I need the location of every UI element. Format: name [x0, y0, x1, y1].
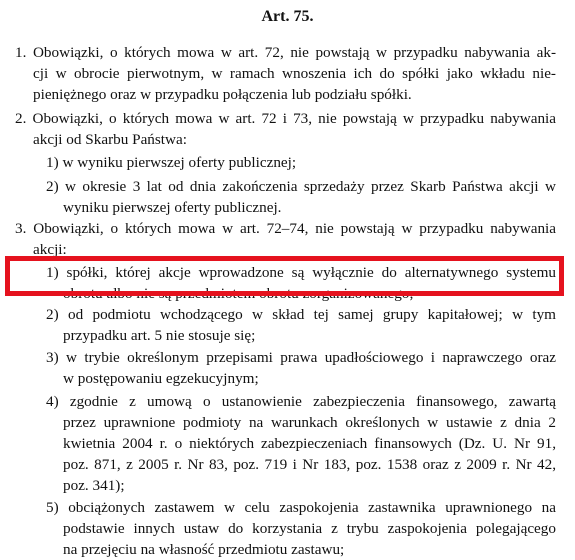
paragraph-1-line-3: pieniężnego oraz w przypadku połączenia lub podziału spółki.	[33, 86, 412, 103]
point-line: poz. 341);	[63, 477, 125, 494]
paragraph-1-line-2: cji w obrocie pierwotnym, w ramach wnoszenia ich do spółki jako wkładu nie-	[33, 65, 556, 82]
point-line: wyniku pierwszej oferty publicznej.	[63, 199, 282, 216]
paragraph-3-line-1: 3. Obowiązki, o których mowa w art. 72–74, nie powstają w przypadku nabywania	[15, 220, 556, 237]
point-line: podstawie innych ustaw do korzystania z trybu zaspokojenia polegającego	[63, 520, 556, 537]
point-line: 1) spółki, której akcje wprowadzone są wyłącznie do alternatywnego systemu	[46, 264, 556, 281]
paragraph-2-point-2	[46, 176, 556, 218]
highlight-box	[5, 256, 564, 296]
point-line: 1) w wyniku pierwszej oferty publicznej;	[46, 154, 297, 171]
point-line: w postępowaniu egzekucyjnym;	[63, 370, 259, 387]
paragraph-3-point-5	[46, 497, 556, 560]
article-title: Art. 75.	[261, 8, 314, 25]
point-line: poz. 871, z 2005 r. Nr 83, poz. 719 i Nr 183, poz. 1538 oraz z 2009 r. Nr 42,	[63, 456, 556, 473]
point-line: kwietnia 2004 r. o niektórych zabezpieczeniach finansowych (Dz. U. Nr 91,	[63, 435, 556, 452]
paragraph-3-point-2	[46, 304, 556, 346]
paragraph-3-point-4	[46, 391, 556, 496]
point-line: 4) zgodnie z umową o ustanowienie zabezpieczenia finansowego, zawartą	[46, 393, 556, 410]
point-line: na przejęciu na własność przedmiotu zastawu;	[63, 541, 345, 558]
paragraph-3	[15, 218, 556, 260]
point-line: 2) od podmiotu wchodzącego w skład tej samej grupy kapitałowej; w tym	[46, 306, 556, 323]
paragraph-3-line-2: akcji:	[33, 241, 67, 258]
paragraph-2-line-2: akcji od Skarbu Państwa:	[33, 131, 187, 148]
paragraph-3-point-3	[46, 347, 556, 389]
point-line: przez uprawnione podmioty na warunkach określonych w ustawie z dnia 2	[63, 414, 556, 431]
point-line: obrotu albo nie są przedmiotem obrotu zorganizowanego;	[63, 285, 414, 302]
paragraph-2-line-1: 2. Obowiązki, o których mowa w art. 72 i 73, nie powstają w przypadku nabywania	[15, 110, 556, 127]
paragraph-1	[15, 42, 556, 105]
point-line: 5) obciążonych zastawem w celu zaspokojenia zastawnika uprawnionego na	[46, 499, 556, 516]
paragraph-2-point-1	[46, 152, 556, 173]
point-line: 3) w trybie określonym przepisami prawa upadłościowego i naprawczego oraz	[46, 349, 556, 366]
paragraph-1-line-1: 1. Obowiązki, o których mowa w art. 72, nie powstają w przypadku nabywania ak-	[15, 44, 556, 61]
point-line: 2) w okresie 3 lat od dnia zakończenia sprzedaży przez Skarb Państwa akcji w	[46, 178, 556, 195]
point-line: przypadku art. 5 nie stosuje się;	[63, 327, 256, 344]
paragraph-2	[15, 108, 556, 150]
